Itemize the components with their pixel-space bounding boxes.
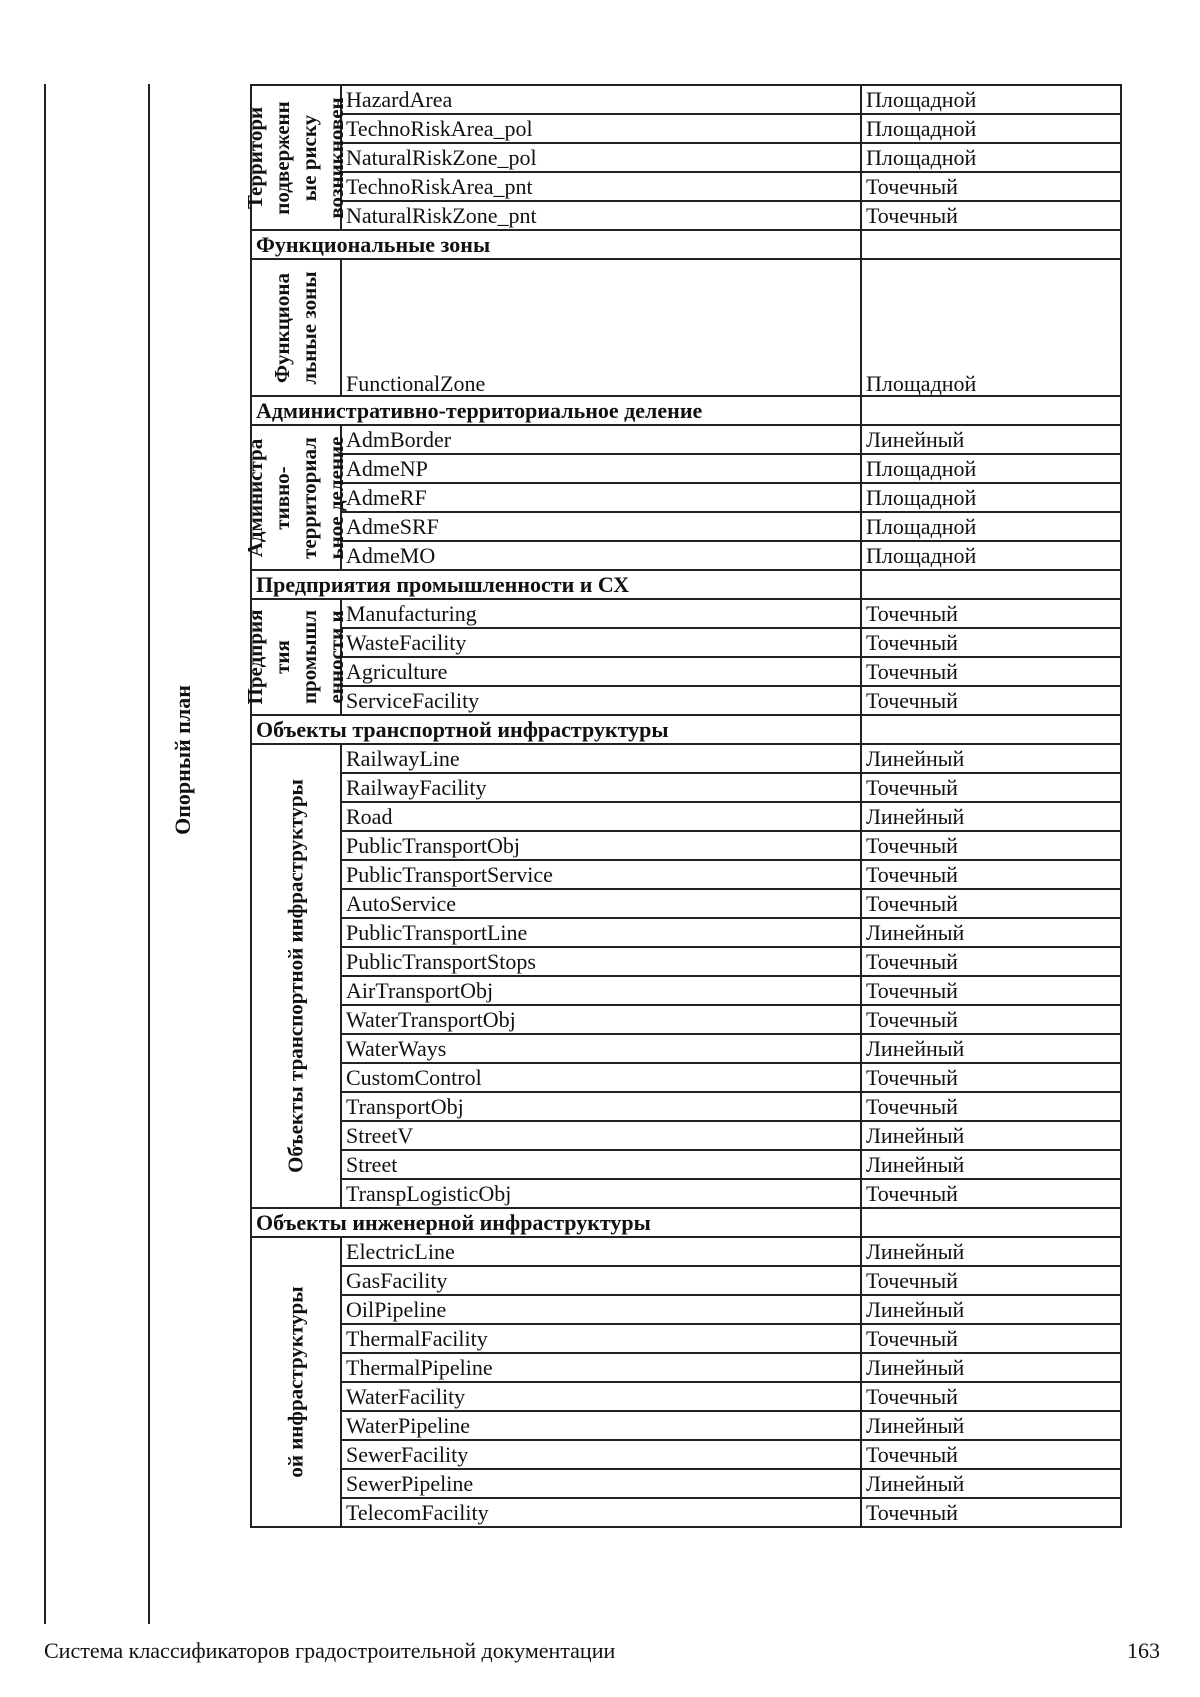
group-label-line: Администра <box>243 438 267 557</box>
table-row <box>251 628 1121 657</box>
category-header-row <box>251 396 1121 425</box>
table-row <box>251 541 1121 570</box>
layer-name-cell: ServiceFacility <box>341 686 861 715</box>
empty-type-cell <box>861 570 1121 599</box>
group-label-wrap <box>252 1238 340 1526</box>
table-row <box>251 512 1121 541</box>
page-number: 163 <box>1127 1638 1160 1663</box>
table-row <box>251 831 1121 860</box>
geometry-type-cell: Точечный <box>861 947 1121 976</box>
table-row <box>251 1005 1121 1034</box>
geometry-type-cell: Линейный <box>861 425 1121 454</box>
layer-name-cell: Road <box>341 802 861 831</box>
geometry-type-cell: Точечный <box>861 860 1121 889</box>
table-row <box>251 1295 1121 1324</box>
layer-name-cell: GasFacility <box>341 1266 861 1295</box>
geometry-type-cell: Точечный <box>861 889 1121 918</box>
empty-type-cell <box>861 230 1121 259</box>
geometry-type-cell: Площадной <box>861 483 1121 512</box>
table-row <box>251 114 1121 143</box>
group-label <box>242 97 350 218</box>
geometry-type-cell: Линейный <box>861 1469 1121 1498</box>
layer-name-cell: AutoService <box>341 889 861 918</box>
table-row <box>251 947 1121 976</box>
footer-text: Система классификаторов градостроительной документации <box>44 1638 616 1663</box>
classifier-table-body <box>243 85 1121 1527</box>
layer-name-cell: AdmeMO <box>341 541 861 570</box>
outer-border-line <box>44 84 46 1624</box>
group-label-wrap <box>243 426 348 569</box>
geometry-type-cell: Точечный <box>861 628 1121 657</box>
table-row <box>251 1034 1121 1063</box>
group-label-wrap <box>252 745 340 1207</box>
table-row <box>251 172 1121 201</box>
table-row <box>251 657 1121 686</box>
table-row <box>251 1063 1121 1092</box>
category-header: Объекты инженерной инфраструктуры <box>251 1208 861 1237</box>
group-label-line: Территори <box>243 106 267 209</box>
group-label-line: Функциона <box>270 272 294 383</box>
geometry-type-cell: Линейный <box>861 1034 1121 1063</box>
group-label-wrap <box>243 86 348 229</box>
layer-name-cell: TransportObj <box>341 1092 861 1121</box>
layer-name-cell: Agriculture <box>341 657 861 686</box>
group-label-cell <box>243 425 348 570</box>
table-row <box>251 483 1121 512</box>
group-label-wrap <box>252 260 340 395</box>
group-label-line: ой инфраструктуры <box>283 1286 308 1478</box>
inner-border-line <box>148 84 150 1624</box>
table-row <box>251 1440 1121 1469</box>
layer-name-cell: ElectricLine <box>341 1237 861 1266</box>
layer-name-cell: TelecomFacility <box>341 1498 861 1527</box>
geometry-type-cell: Линейный <box>861 1150 1121 1179</box>
table-row <box>251 744 1121 773</box>
geometry-type-cell: Линейный <box>861 1411 1121 1440</box>
group-label <box>283 1286 310 1477</box>
geometry-type-cell: Площадной <box>861 259 1121 396</box>
layer-name-cell: WaterTransportObj <box>341 1005 861 1034</box>
layer-name-cell: NaturalRiskZone_pnt <box>341 201 861 230</box>
group-label-line: льные зоны <box>297 270 321 385</box>
table-row <box>251 1324 1121 1353</box>
group-label-line: ые риску <box>297 114 321 201</box>
table-row <box>251 1353 1121 1382</box>
geometry-type-cell: Точечный <box>861 1179 1121 1208</box>
geometry-type-cell: Точечный <box>861 599 1121 628</box>
geometry-type-cell: Линейный <box>861 1121 1121 1150</box>
table-row <box>251 1498 1121 1527</box>
layer-name-cell: PublicTransportObj <box>341 831 861 860</box>
geometry-type-cell: Площадной <box>861 143 1121 172</box>
layer-name-cell: Manufacturing <box>341 599 861 628</box>
geometry-type-cell: Точечный <box>861 773 1121 802</box>
table-row <box>251 1179 1121 1208</box>
layer-name-cell: OilPipeline <box>341 1295 861 1324</box>
table-row <box>251 1469 1121 1498</box>
category-header-row <box>251 715 1121 744</box>
group-label <box>242 436 350 559</box>
layer-name-cell: AdmeSRF <box>341 512 861 541</box>
geometry-type-cell: Точечный <box>861 1266 1121 1295</box>
group-label <box>269 271 323 384</box>
layer-name-cell: ThermalPipeline <box>341 1353 861 1382</box>
layer-name-cell: RailwayFacility <box>341 773 861 802</box>
group-label <box>283 779 310 1173</box>
table-row <box>251 454 1121 483</box>
geometry-type-cell: Площадной <box>861 512 1121 541</box>
geometry-type-cell: Линейный <box>861 918 1121 947</box>
group-label-cell <box>243 85 348 230</box>
geometry-type-cell: Точечный <box>861 657 1121 686</box>
table-row <box>251 425 1121 454</box>
geometry-type-cell: Линейный <box>861 1353 1121 1382</box>
geometry-type-cell: Точечный <box>861 172 1121 201</box>
layer-name-cell: ThermalFacility <box>341 1324 861 1353</box>
table-row <box>251 1121 1121 1150</box>
geometry-type-cell: Площадной <box>861 85 1121 114</box>
geometry-type-cell: Линейный <box>861 1295 1121 1324</box>
table-row <box>251 1092 1121 1121</box>
section-title-text: Опорный план <box>170 685 195 835</box>
geometry-type-cell: Площадной <box>861 114 1121 143</box>
geometry-type-cell: Точечный <box>861 1324 1121 1353</box>
layer-name-cell: StreetV <box>341 1121 861 1150</box>
table-row <box>251 1382 1121 1411</box>
category-header: Объекты транспортной инфраструктуры <box>251 715 861 744</box>
classifier-table-container <box>243 84 1120 1621</box>
classifier-table <box>243 84 1122 1528</box>
layer-name-cell: AirTransportObj <box>341 976 861 1005</box>
table-row <box>251 1266 1121 1295</box>
group-label-line: подверженн <box>270 100 294 215</box>
table-row <box>251 686 1121 715</box>
geometry-type-cell: Точечный <box>861 1440 1121 1469</box>
layer-name-cell: AdmBorder <box>341 425 861 454</box>
group-label-line: тия <box>270 640 294 674</box>
group-label-line: тивно- <box>270 465 294 530</box>
layer-name-cell: CustomControl <box>341 1063 861 1092</box>
table-row <box>251 259 1121 396</box>
table-row <box>251 143 1121 172</box>
layer-name-cell: HazardArea <box>341 85 861 114</box>
table-row <box>251 1237 1121 1266</box>
geometry-type-cell: Точечный <box>861 1092 1121 1121</box>
geometry-type-cell: Точечный <box>861 1498 1121 1527</box>
category-header-row <box>251 1208 1121 1237</box>
layer-name-cell: PublicTransportService <box>341 860 861 889</box>
empty-type-cell <box>861 715 1121 744</box>
group-label-line: ьное деление <box>324 436 348 559</box>
table-row <box>251 802 1121 831</box>
layer-name-cell: SewerFacility <box>341 1440 861 1469</box>
group-label-line: возникновен <box>324 96 348 219</box>
layer-name-cell: AdmeNP <box>341 454 861 483</box>
group-label <box>242 610 350 705</box>
layer-name-cell: WasteFacility <box>341 628 861 657</box>
table-row <box>251 976 1121 1005</box>
group-label-cell <box>251 744 341 1208</box>
layer-name-cell: Street <box>341 1150 861 1179</box>
empty-type-cell <box>861 1208 1121 1237</box>
layer-name-cell: TranspLogisticObj <box>341 1179 861 1208</box>
category-header: Предприятия промышленности и СХ <box>251 570 861 599</box>
table-row <box>251 918 1121 947</box>
group-label-line: промышл <box>297 609 321 705</box>
table-row <box>251 85 1121 114</box>
table-row <box>251 599 1121 628</box>
layer-name-cell: TechnoRiskArea_pol <box>341 114 861 143</box>
geometry-type-cell: Точечный <box>861 976 1121 1005</box>
geometry-type-cell: Точечный <box>861 1063 1121 1092</box>
layer-name-cell: NaturalRiskZone_pol <box>341 143 861 172</box>
geometry-type-cell: Линейный <box>861 802 1121 831</box>
table-row <box>251 201 1121 230</box>
layer-name-cell: WaterWays <box>341 1034 861 1063</box>
group-label-line: Предприя <box>243 609 267 705</box>
geometry-type-cell: Точечный <box>861 831 1121 860</box>
geometry-type-cell: Площадной <box>861 541 1121 570</box>
geometry-type-cell: Площадной <box>861 454 1121 483</box>
layer-name-cell: AdmeRF <box>341 483 861 512</box>
category-header-row <box>251 570 1121 599</box>
geometry-type-cell: Точечный <box>861 1382 1121 1411</box>
group-label-wrap <box>243 600 348 714</box>
layer-name-cell: WaterPipeline <box>341 1411 861 1440</box>
group-label-cell <box>251 259 341 396</box>
group-label-cell <box>243 599 348 715</box>
empty-type-cell <box>861 396 1121 425</box>
table-row <box>251 1411 1121 1440</box>
table-row <box>251 1150 1121 1179</box>
layer-name-cell: WaterFacility <box>341 1382 861 1411</box>
geometry-type-cell: Линейный <box>861 1237 1121 1266</box>
geometry-type-cell: Точечный <box>861 1005 1121 1034</box>
group-label-line: енности и <box>324 610 348 704</box>
geometry-type-cell: Линейный <box>861 744 1121 773</box>
geometry-type-cell: Точечный <box>861 686 1121 715</box>
layer-name-cell: PublicTransportStops <box>341 947 861 976</box>
layer-name-cell: TechnoRiskArea_pnt <box>341 172 861 201</box>
table-row <box>251 889 1121 918</box>
layer-name-cell: RailwayLine <box>341 744 861 773</box>
category-header-row <box>251 230 1121 259</box>
layer-name-cell: SewerPipeline <box>341 1469 861 1498</box>
geometry-type-cell: Точечный <box>861 201 1121 230</box>
layer-name-cell: FunctionalZone <box>341 259 861 396</box>
category-header: Функциональные зоны <box>251 230 861 259</box>
group-label-line: территориал <box>297 436 321 559</box>
table-row <box>251 860 1121 889</box>
group-label-line: Объекты транспортной инфраструктуры <box>283 779 308 1173</box>
group-label-cell <box>251 1237 341 1527</box>
category-header: Административно-территориальное деление <box>251 396 861 425</box>
layer-name-cell: PublicTransportLine <box>341 918 861 947</box>
table-row <box>251 773 1121 802</box>
